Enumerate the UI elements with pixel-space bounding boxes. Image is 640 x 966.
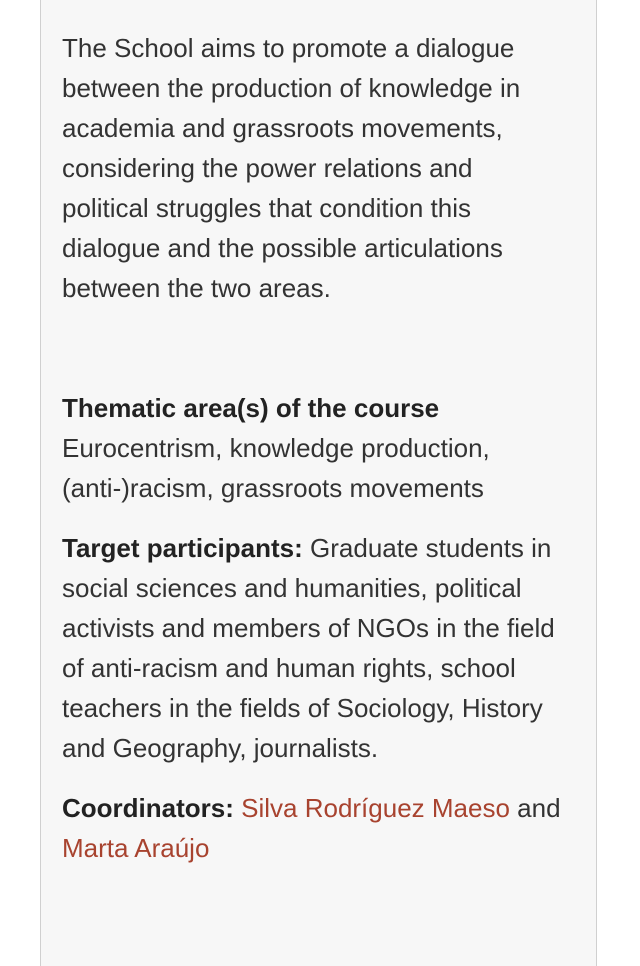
target-section: [62, 528, 562, 768]
coordinators-label: Coordinators:: [62, 793, 234, 823]
target-value: Graduate students in social sciences and humanities, political activists and members of NGOs in the field of anti-racism and human rights, school teachers in the fields of Sociology, History and Geography, journalists.: [62, 533, 555, 763]
coordinator-link-silva[interactable]: Silva Rodríguez Maeso: [241, 793, 510, 823]
course-description: [62, 28, 562, 888]
thematic-section: [62, 388, 562, 508]
coordinators-section: [62, 788, 562, 868]
coordinator-link-marta[interactable]: Marta Araújo: [62, 833, 210, 863]
coordinators-conjunction: and: [517, 793, 561, 823]
intro-paragraph: The School aims to promote a dialogue between the production of knowledge in academia and grassroots movements, considering the power relations and political struggles that condition this dialogue and the possible articulations between the two areas.: [62, 33, 521, 303]
target-label: Target participants:: [62, 533, 303, 563]
thematic-label: Thematic area(s) of the course: [62, 393, 440, 423]
thematic-value: Eurocentrism, knowledge production, (anti-)racism, grassroots movements: [62, 433, 490, 503]
